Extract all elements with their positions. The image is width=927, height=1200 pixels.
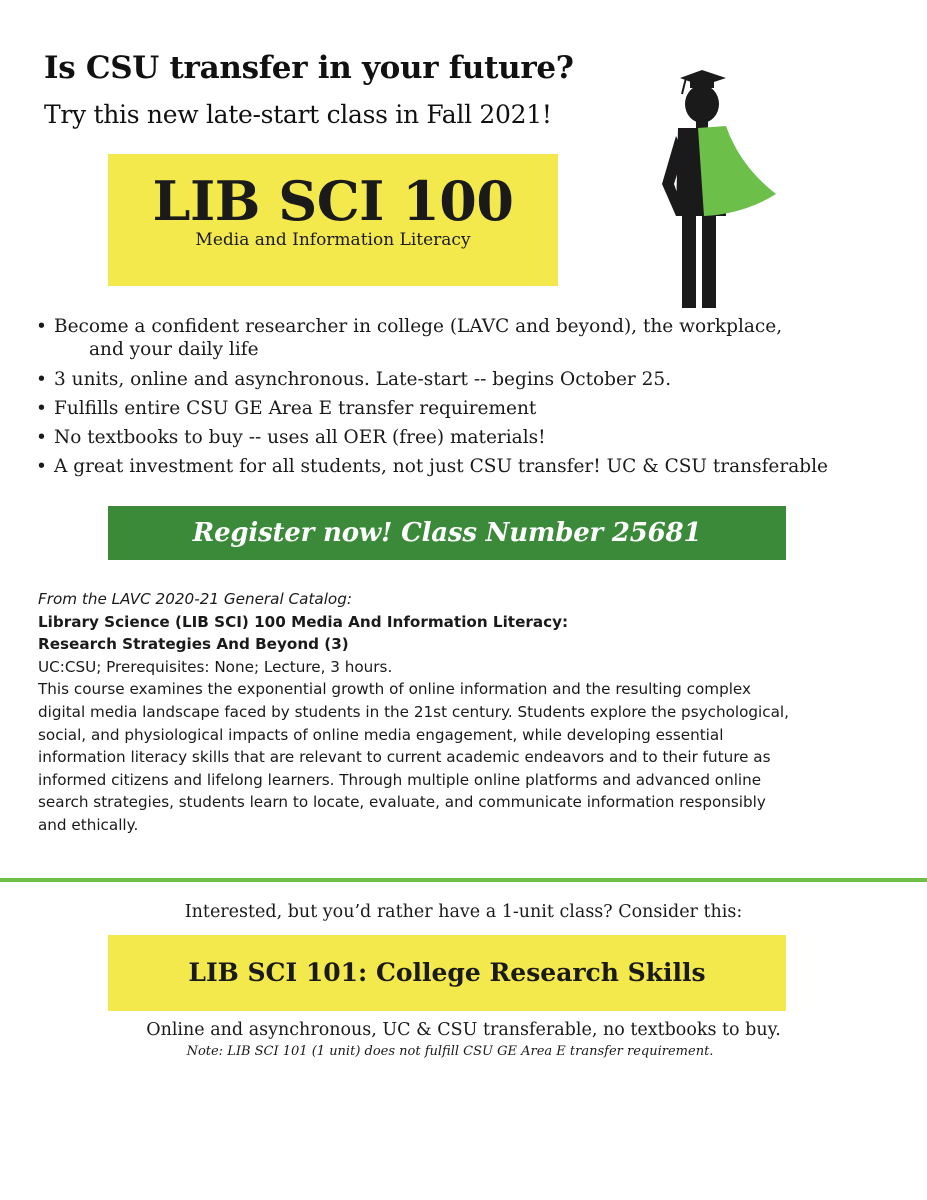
alternative-course-box	[108, 935, 786, 1011]
catalog-description-line: This course examines the exponential growth of online information and the resulting complex	[38, 680, 751, 699]
list-item	[36, 423, 916, 452]
list-item	[36, 394, 916, 423]
bullet-icon: •	[36, 369, 47, 390]
catalog-source: From the LAVC 2020-21 General Catalog:	[38, 590, 352, 608]
bullet-icon: •	[36, 456, 47, 477]
catalog-meta: UC:CSU; Prerequisites: None; Lecture, 3 hours.	[38, 657, 393, 676]
list-item-text: 3 units, online and asynchronous. Late-start -- begins October 25.	[54, 369, 672, 390]
catalog-entry	[38, 588, 898, 837]
catalog-description-line: search strategies, students learn to locate, evaluate, and communicate information responsibly	[38, 793, 766, 812]
register-banner	[108, 506, 786, 560]
list-item	[36, 312, 916, 362]
alternative-course-title: LIB SCI 101: College Research Skills	[188, 958, 706, 987]
course-title-box	[108, 154, 558, 286]
graduate-figure-icon	[640, 66, 780, 316]
feature-list	[36, 312, 916, 481]
catalog-description-line: social, and physiological impacts of online media engagement, while developing essential	[38, 725, 724, 744]
subhead: Try this new late-start class in Fall 2021!	[44, 100, 552, 129]
register-text: Register now! Class Number 25681	[192, 518, 702, 548]
alternative-intro: Interested, but you’d rather have a 1-unit class? Consider this:	[184, 902, 743, 922]
list-item-text: No textbooks to buy -- uses all OER (free) materials!	[54, 427, 546, 448]
list-item	[36, 365, 916, 394]
alternative-note: Note: LIB SCI 101 (1 unit) does not fulfill CSU GE Area E transfer requirement.	[186, 1044, 714, 1059]
list-item-text: A great investment for all students, not just CSU transfer! UC & CSU transferable	[54, 456, 828, 477]
section-divider	[0, 878, 927, 882]
headline: Is CSU transfer in your future?	[44, 50, 574, 86]
alternative-description: Online and asynchronous, UC & CSU transferable, no textbooks to buy.	[146, 1020, 781, 1040]
course-title: Media and Information Literacy	[195, 230, 471, 250]
catalog-description-line: digital media landscape faced by students in the 21st century. Students explore the psychological,	[38, 702, 789, 721]
list-item	[36, 452, 916, 481]
catalog-description-line: informed citizens and lifelong learners. Through multiple online platforms and advanced online	[38, 770, 762, 789]
list-item-text: Fulfills entire CSU GE Area E transfer requirement	[54, 398, 537, 419]
catalog-course-heading: Library Science (LIB SCI) 100 Media And Information Literacy:	[38, 612, 569, 631]
bullet-icon: •	[36, 316, 47, 337]
list-item-text: Become a confident researcher in college (LAVC and beyond), the workplace,	[54, 316, 783, 337]
course-code: LIB SCI 100	[152, 169, 514, 233]
catalog-description-line: information literacy skills that are relevant to current academic endeavors and to their future as	[38, 748, 771, 767]
bullet-icon: •	[36, 398, 47, 419]
catalog-course-heading-cont: Research Strategies And Beyond (3)	[38, 635, 349, 654]
list-item-continuation: and your daily life	[89, 339, 259, 360]
bullet-icon: •	[36, 427, 47, 448]
catalog-description-line: and ethically.	[38, 815, 139, 834]
